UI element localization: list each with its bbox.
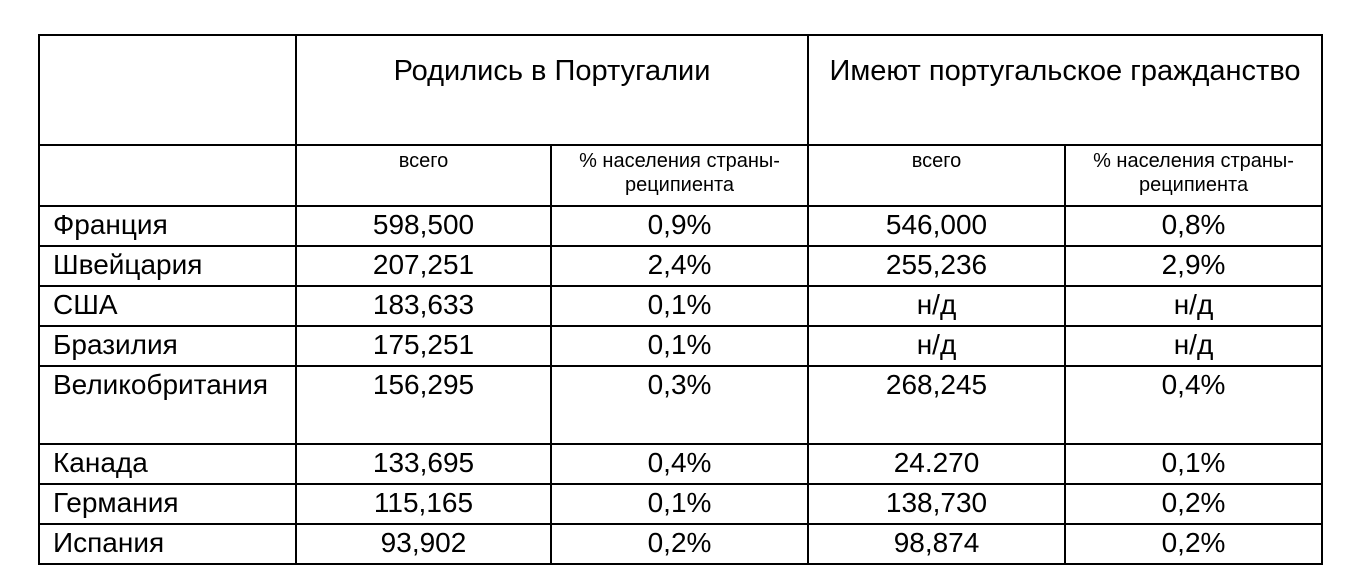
table-row [39,326,1322,366]
citizens-pct-cell: 0,8% [1065,206,1322,246]
born-pct-cell: 0,4% [551,444,808,484]
citizens-total-cell: 255,236 [808,246,1065,286]
born-total-cell: 133,695 [296,444,551,484]
citizens-pct-cell: 0,2% [1065,484,1322,524]
sub-header-born-pct: % населения страны-реципиента [551,145,808,206]
citizens-total-cell: н/д [808,286,1065,326]
born-pct-cell: 0,1% [551,484,808,524]
citizens-total-cell: 98,874 [808,524,1065,564]
group-header-citizenship: Имеют португальское гражданство [808,35,1322,145]
country-cell: Испания [39,524,296,564]
country-cell: Швейцария [39,246,296,286]
table-row [39,524,1322,564]
table-row [39,444,1322,484]
country-cell: Франция [39,206,296,246]
citizens-pct-cell: 2,9% [1065,246,1322,286]
citizens-pct-cell: н/д [1065,326,1322,366]
citizens-pct-cell: 0,4% [1065,366,1322,444]
born-pct-cell: 0,1% [551,286,808,326]
citizens-total-cell: 24.270 [808,444,1065,484]
table-row [39,286,1322,326]
born-total-cell: 183,633 [296,286,551,326]
born-total-cell: 93,902 [296,524,551,564]
born-pct-cell: 0,2% [551,524,808,564]
born-total-cell: 207,251 [296,246,551,286]
country-cell: Великобритания [39,366,296,444]
country-cell: Канада [39,444,296,484]
sub-header-row [39,145,1322,206]
emigration-table [38,34,1323,565]
citizens-pct-cell: 0,2% [1065,524,1322,564]
citizens-total-cell: 138,730 [808,484,1065,524]
born-pct-cell: 2,4% [551,246,808,286]
citizens-total-cell: 268,245 [808,366,1065,444]
table-row [39,366,1322,444]
group-header-born: Родились в Португалии [296,35,808,145]
country-cell: Бразилия [39,326,296,366]
citizens-total-cell: 546,000 [808,206,1065,246]
corner-cell [39,35,296,145]
country-cell: США [39,286,296,326]
citizens-total-cell: н/д [808,326,1065,366]
citizens-pct-cell: н/д [1065,286,1322,326]
born-pct-cell: 0,1% [551,326,808,366]
table-row [39,484,1322,524]
table-row [39,246,1322,286]
group-header-row [39,35,1322,145]
corner-cell-sub [39,145,296,206]
born-total-cell: 156,295 [296,366,551,444]
sub-header-citizens-pct: % населения страны-реципиента [1065,145,1322,206]
born-total-cell: 175,251 [296,326,551,366]
born-pct-cell: 0,9% [551,206,808,246]
sub-header-born-total: всего [296,145,551,206]
citizens-pct-cell: 0,1% [1065,444,1322,484]
country-cell: Германия [39,484,296,524]
born-total-cell: 598,500 [296,206,551,246]
table-row [39,206,1322,246]
born-pct-cell: 0,3% [551,366,808,444]
born-total-cell: 115,165 [296,484,551,524]
sub-header-citizens-total: всего [808,145,1065,206]
